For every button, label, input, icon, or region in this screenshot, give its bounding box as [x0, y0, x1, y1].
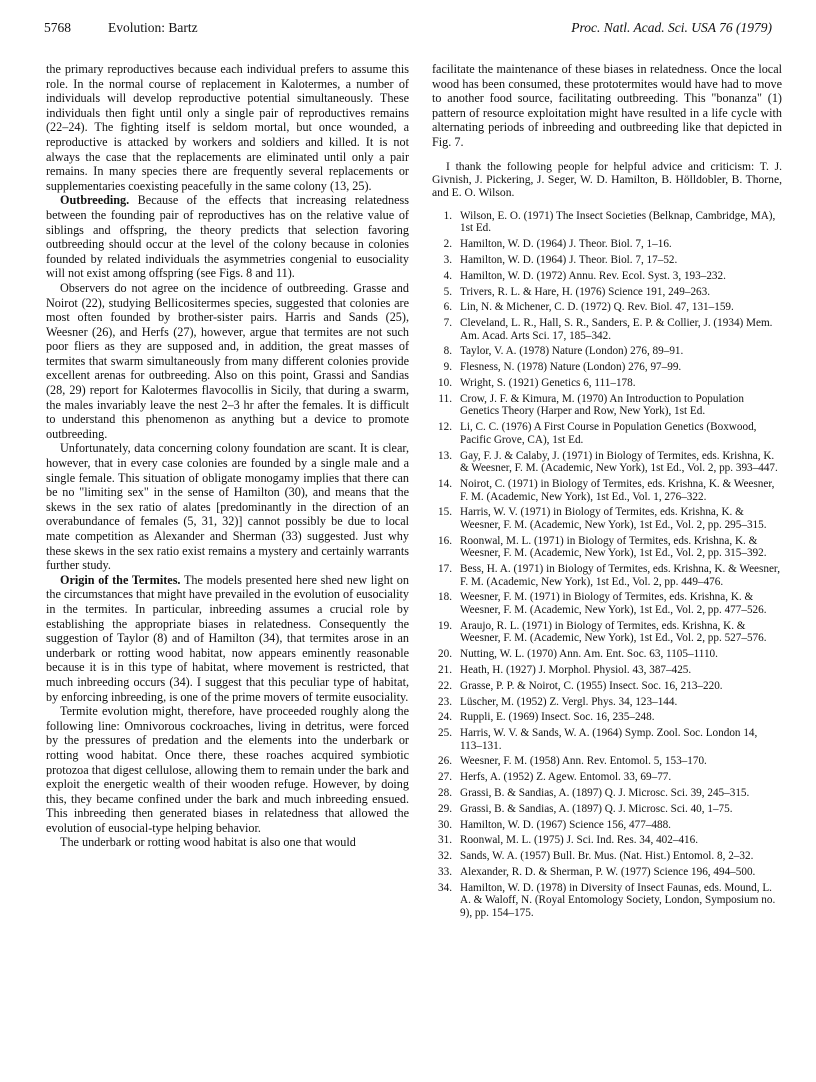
reference-text: Sands, W. A. (1957) Bull. Br. Mus. (Nat. Hist.) Entomol. 8, 2–32. — [460, 850, 754, 863]
reference-number: 8. — [443, 345, 452, 358]
right-column — [432, 62, 782, 923]
paragraph-text: Because of the effects that increasing relatedness between the founding pair of reproductives has on the relative value of siblings and offspring, the theory predicts that selection favoring outbreeding should occur at the level of the colony because in colonies founded by related individuals the asymmetries congenial to eusociality will not exist among offspring (see Figs. 8 and 11). — [46, 193, 409, 281]
reference-item — [432, 210, 782, 235]
reference-text: Harris, W. V. & Sands, W. A. (1964) Symp. Zool. Soc. London 14, 113–131. — [460, 727, 758, 752]
reference-number: 33. — [438, 865, 452, 878]
reference-number: 19. — [438, 619, 452, 632]
reference-item — [432, 591, 782, 616]
reference-number: 34. — [438, 881, 452, 894]
reference-item — [432, 535, 782, 560]
reference-item — [432, 755, 782, 768]
reference-text: Wilson, E. O. (1971) The Insect Societies (Belknap, Cambridge, MA), 1st Ed. — [460, 209, 776, 235]
reference-text: Taylor, V. A. (1978) Nature (London) 276, 89–91. — [460, 345, 684, 358]
reference-item — [432, 680, 782, 693]
reference-item — [432, 506, 782, 531]
reference-text: Hamilton, W. D. (1964) J. Theor. Biol. 7, 17–52. — [460, 253, 678, 266]
reference-text: Roonwal, M. L. (1971) in Biology of Termites, eds. Krishna, K. & Weesner, F. M. (Academic, New York), 1st Ed., Vol. 2, pp. 315–392. — [460, 534, 767, 560]
paragraph-origin — [46, 573, 409, 704]
reference-item — [432, 696, 782, 709]
reference-number: 11. — [438, 392, 452, 405]
reference-item — [432, 345, 782, 358]
reference-text: Grasse, P. P. & Noirot, C. (1955) Insect. Soc. 16, 213–220. — [460, 679, 723, 692]
reference-number: 29. — [438, 802, 452, 815]
reference-text: Nutting, W. L. (1970) Ann. Am. Ent. Soc. 63, 1105–1110. — [460, 648, 718, 661]
reference-number: 22. — [438, 679, 452, 692]
reference-item — [432, 866, 782, 879]
paragraph: Unfortunately, data concerning colony foundation are scant. It is clear, however, that in every case colonies are founded by a single male and a single female. This situation of obligate monogamy implies that there can be no "limiting sex" in the sense of Hamilton (30), and means that the skews in the sex ratio of alates [predominantly in the direction of an overabundance of females (5, 31, 32)] cannot possibly be due to local mate competition as Alexander and Sherman (33) suggested. Just why these skews in the sex ratio exist remains a mystery and certainly warrants further study. — [46, 441, 409, 573]
reference-item — [432, 803, 782, 816]
reference-item — [432, 882, 782, 920]
reference-list — [432, 210, 782, 920]
paragraph: The underbark or rotting wood habitat is also one that would — [60, 835, 356, 850]
reference-number: 17. — [438, 563, 452, 576]
reference-item — [432, 478, 782, 503]
reference-number: 10. — [438, 377, 452, 389]
reference-number: 15. — [438, 506, 452, 519]
reference-item — [432, 238, 782, 251]
reference-item — [432, 270, 782, 283]
reference-number: 4. — [443, 269, 452, 282]
reference-number: 2. — [443, 238, 452, 251]
reference-text: Ruppli, E. (1969) Insect. Soc. 16, 235–248. — [460, 711, 655, 724]
reference-text: Noirot, C. (1971) in Biology of Termites, eds. Krishna, K. & Weesner, F. M. (Academic, New York), 1st Ed., Vol. 1, 276–322. — [460, 477, 775, 503]
reference-text: Wright, S. (1921) Genetics 6, 111–178. — [460, 377, 636, 389]
reference-item — [432, 664, 782, 677]
left-column — [46, 62, 409, 850]
reference-text: Li, C. C. (1976) A First Course in Population Genetics (Boxwood, Pacific Grove, CA), 1st Ed. — [460, 421, 757, 446]
reference-number: 25. — [438, 727, 452, 740]
reference-text: Heath, H. (1927) J. Morphol. Physiol. 43, 387–425. — [460, 663, 692, 676]
reference-number: 3. — [443, 253, 452, 266]
paragraph: Observers do not agree on the incidence of outbreeding. Grasse and Noirot (22), studying Bellicositermes species, suggested that colonies are most often founded by brother-sister pairs. Harris and Sands (25), Weesner (26), and Herfs (27), however, argue that termites are not such poor fliers as they are supposed and, in addition, the great masses of termites that swarm simultaneously from many different colonies provide excellent arenas for outbreeding. Also on this point, Grassi and Sandias (28, 29) report for Kalotermes flavocollis in Sicily, that during a swarm, the males invariably leave the nest 2–3 hr after the females. It is difficult to understand this phenomenon as anything but a device to promote outbreeding. — [46, 280, 409, 441]
reference-item — [432, 819, 782, 832]
paragraph: facilitate the maintenance of these biases in relatedness. Once the local wood has been consumed, these prototermites would have had to move to another food source, facilitating outbreeding. This "bonanza" (1) pattern of resource exploitation might have resulted in a life cycle with alternating periods of inbreeding and outbreeding like that depicted in Fig. 7. — [432, 62, 782, 149]
reference-number: 7. — [443, 317, 452, 330]
reference-number: 30. — [438, 818, 452, 831]
reference-text: Gay, F. J. & Calaby, J. (1971) in Biology of Termites, eds. Krishna, K. & Weesner, F. M. (Academic, New York), 1st Ed., Vol. 2, pp. 393–447. — [460, 449, 778, 475]
acknowledgment: I thank the following people for helpful advice and criticism: T. J. Givnish, J. Pickering, J. Seger, W. D. Hamilton, B. Hölldobler, B. Thorne, and E. O. Wilson. — [432, 159, 782, 200]
reference-text: Harris, W. V. (1971) in Biology of Termites, eds. Krishna, K. & Weesner, F. M. (Academic, New York), 1st Ed., Vol. 2, pp. 295–315. — [460, 506, 767, 531]
paragraph-text: The models presented here shed new light on the circumstances that might have prevailed in the evolution of eusociality in the termites. In particular, inbreeding assumes a crucial role by establishing the appropriate biases in relatedness. Consequently the suggestion of Taylor (8) and of Hamilton (34), that termites arose in an underbark or rotting wood habitat, now appears eminently reasonable because it is in this type of habitat, where movement is restricted, that much inbreeding occurs (34). I suggest that this peculiar type of habitat, by enforcing inbreeding, is one of the prime movers of termite eusociality. — [46, 572, 409, 704]
reference-item — [432, 563, 782, 588]
reference-number: 12. — [438, 421, 452, 434]
reference-number: 23. — [438, 695, 452, 708]
paragraph-outbreeding — [46, 193, 409, 281]
journal-citation: Proc. Natl. Acad. Sci. USA 76 (1979) — [571, 20, 772, 35]
reference-number: 1. — [443, 209, 452, 222]
reference-text: Lüscher, M. (1952) Z. Vergl. Phys. 34, 123–144. — [460, 695, 678, 708]
reference-text: Weesner, F. M. (1971) in Biology of Termites, eds. Krishna, K. & Weesner, F. M. (Academic, New York), 1st Ed., Vol. 2, pp. 477–526. — [460, 591, 767, 616]
reference-text: Cleveland, L. R., Hall, S. R., Sanders, E. P. & Collier, J. (1934) Mem. Am. Acad. Arts Sci. 17, 185–342. — [460, 317, 773, 342]
reference-number: 26. — [438, 755, 452, 768]
reference-number: 24. — [438, 711, 452, 724]
reference-number: 31. — [438, 834, 452, 847]
reference-number: 16. — [438, 534, 452, 547]
reference-number: 32. — [438, 850, 452, 863]
section-heading: Outbreeding. — [60, 193, 130, 208]
reference-text: Roonwal, M. L. (1975) J. Sci. Ind. Res. 34, 402–416. — [460, 834, 699, 847]
reference-text: Grassi, B. & Sandias, A. (1897) Q. J. Microsc. Sci. 40, 1–75. — [460, 802, 733, 815]
reference-item — [432, 620, 782, 645]
reference-text: Hamilton, W. D. (1964) J. Theor. Biol. 7, 1–16. — [460, 238, 672, 251]
section-heading: Origin of the Termites. — [60, 572, 181, 587]
reference-item — [432, 254, 782, 267]
reference-text: Hamilton, W. D. (1978) in Diversity of Insect Faunas, eds. Mound, L. A. & Waloff, N. (Royal Entomology Society, London, Symposium no. 9), pp. 154–175. — [460, 881, 776, 919]
reference-item — [432, 850, 782, 863]
reference-item — [432, 450, 782, 475]
reference-item — [432, 421, 782, 446]
reference-item — [432, 317, 782, 342]
reference-number: 18. — [438, 591, 452, 604]
reference-text: Bess, H. A. (1971) in Biology of Termites, eds. Krishna, K. & Weesner, F. M. (Academic, New York), 1st Ed., Vol. 2, pp. 449–476. — [460, 563, 780, 588]
reference-text: Alexander, R. D. & Sherman, P. W. (1977) Science 196, 494–500. — [460, 865, 756, 878]
page-number: 5768 — [44, 20, 71, 35]
reference-number: 20. — [438, 648, 452, 661]
reference-number: 21. — [438, 663, 452, 676]
reference-item — [432, 286, 782, 299]
page-header — [44, 20, 772, 40]
reference-text: Lin, N. & Michener, C. D. (1972) Q. Rev. Biol. 47, 131–159. — [460, 301, 734, 314]
reference-item — [432, 377, 782, 390]
reference-text: Crow, J. F. & Kimura, M. (1970) An Introduction to Population Genetics Theory (Harper and Row, New York), 1st Ed. — [460, 392, 744, 418]
reference-text: Hamilton, W. D. (1967) Science 156, 477–488. — [460, 818, 671, 831]
reference-item — [432, 301, 782, 314]
reference-number: 27. — [438, 771, 452, 784]
reference-item — [432, 393, 782, 418]
section-title: Evolution: Bartz — [108, 20, 198, 35]
reference-item — [432, 834, 782, 847]
reference-item — [432, 787, 782, 800]
reference-number: 6. — [443, 301, 452, 314]
reference-item — [432, 727, 782, 752]
reference-text: Weesner, F. M. (1958) Ann. Rev. Entomol. 5, 153–170. — [460, 755, 707, 768]
reference-item — [432, 648, 782, 661]
reference-item — [432, 711, 782, 724]
reference-text: Araujo, R. L. (1971) in Biology of Termites, eds. Krishna, K. & Weesner, F. M. (Academic, New York), 1st Ed., Vol. 2, pp. 527–576. — [460, 619, 767, 645]
reference-number: 13. — [438, 449, 452, 462]
reference-item — [432, 771, 782, 784]
reference-number: 5. — [443, 285, 452, 298]
reference-number: 9. — [443, 361, 452, 374]
reference-text: Grassi, B. & Sandias, A. (1897) Q. J. Microsc. Sci. 39, 245–315. — [460, 787, 750, 799]
paragraph: Termite evolution might, therefore, have proceeded roughly along the following line: Omnivorous cockroaches, living in detritus, were forced by the pressures of predation and the elements into the underbark or rotting wood habitat. Once there, these roaches acquired symbiotic protozoa that digest cellulose, allowing them to remain under the bark and exploit the energetic wealth of their wooden refuge. However, by doing this, they became confined under the bark and much inbreeding ensued. This inbreeding then generated biases in relatedness that allowed the evolution of eusocial-type helping behavior. — [46, 704, 409, 835]
reference-text: Flesness, N. (1978) Nature (London) 276, 97–99. — [460, 361, 682, 374]
reference-number: 28. — [438, 787, 452, 799]
reference-text: Herfs, A. (1952) Z. Agew. Entomol. 33, 69–77. — [460, 771, 672, 784]
reference-text: Trivers, R. L. & Hare, H. (1976) Science 191, 249–263. — [460, 285, 711, 298]
reference-item — [432, 361, 782, 374]
paragraph: the primary reproductives because each individual prefers to assume this role. In the normal course of replacement in Kalotermes, a number of individuals will develop reproductive potential simultaneously. These individuals then fight until only a single pair of reproductives remains (22–24). The fighting itself is seldom mortal, but once wounded, a reproductive is attacked by workers and soldiers and killed. It is not always the case that the replacements are eliminated until only a pair remains. In many species there are frequently several replacements or supplementaries coexisting peacefully in the same colony (13, 25). — [46, 62, 409, 193]
reference-number: 14. — [438, 477, 452, 490]
reference-text: Hamilton, W. D. (1972) Annu. Rev. Ecol. Syst. 3, 193–232. — [460, 269, 726, 282]
